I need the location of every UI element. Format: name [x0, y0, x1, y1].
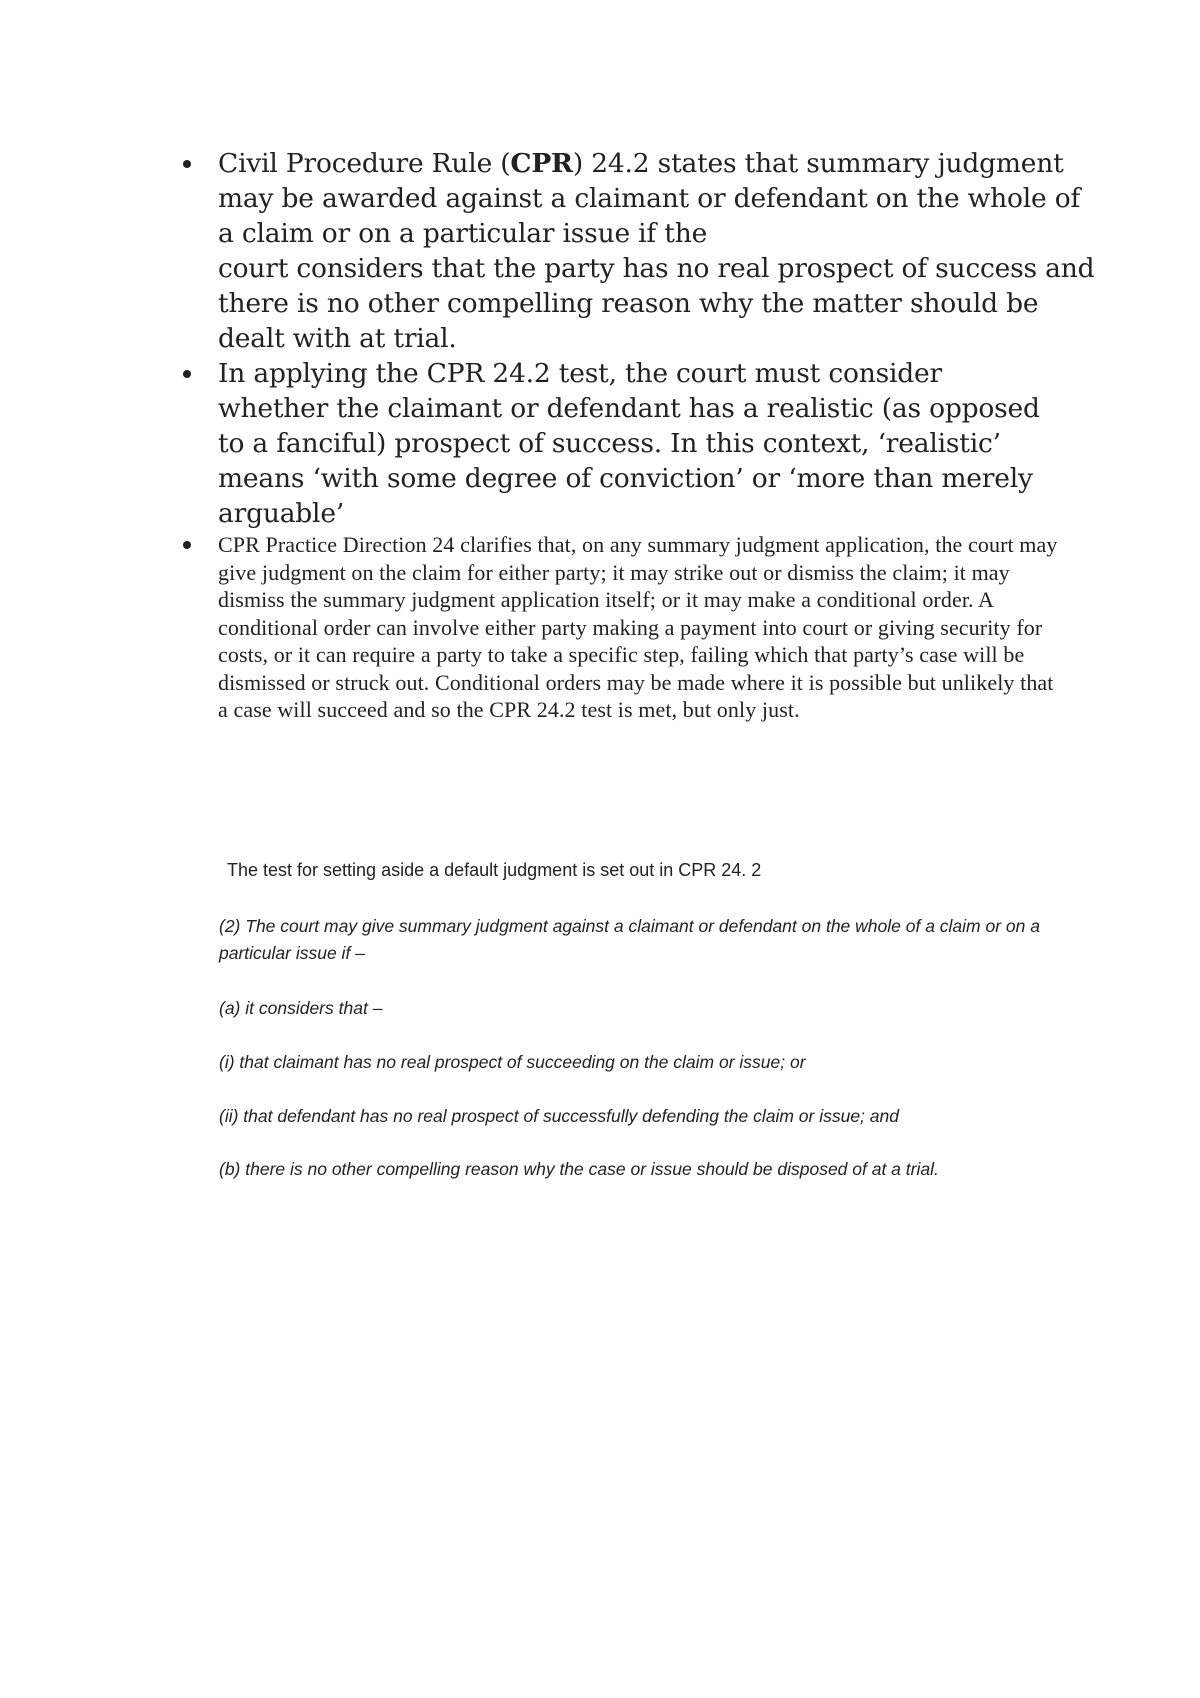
bullet-list [180, 146, 1095, 724]
bullet-item-cpr-24-2 [180, 146, 1098, 356]
bullet-item-realistic-test [180, 356, 1058, 531]
bullet-text-bold: CPR [510, 148, 573, 179]
bullet-dot-icon [183, 160, 191, 168]
rule-heading: The test for setting aside a default judgment is set out in CPR 24. 2 [227, 860, 762, 880]
rule-paragraph-a: (a) it considers that – [219, 998, 383, 1018]
rule-paragraph-b: (b) there is no other compelling reason why the case or issue should be disposed of at a trial. [219, 1159, 939, 1179]
bullet-text-suffix: ) 24.2 states that summary judgment may be awarded against a claimant or defendant on the whole of a claim or on a particular issue if the [218, 148, 1081, 249]
rule-paragraph-ii: (ii) that defendant has no real prospect of successfully defending the claim or issue; and [219, 1106, 899, 1126]
bullet-text-prefix: Civil Procedure Rule ( [218, 148, 511, 179]
bullet-text: In applying the CPR 24.2 test, the court must consider whether the claimant or defendant has a realistic (as opposed to a fanciful) prospect of success. In this context, ‘realistic’ means ‘with some degree of conviction’ or ‘more than merely arguable’ [218, 358, 1040, 529]
bullet-text: CPR Practice Direction 24 clarifies that, on any summary judgment application, the court may give judgment on the claim for either party; it may strike out or dismiss the claim; it may dismiss the summary judgment application itself; or it may make a conditional order. A conditional order can involve either party making a payment into court or giving security for costs, or it can require a party to take a specific step, failing which that party’s case will be dismissed or struck out. Conditional orders may be made where it is possible but unlikely that a case will succeed and so the CPR 24.2 test is met, but only just. [218, 532, 1058, 722]
rule-paragraph-i: (i) that claimant has no real prospect of succeeding on the claim or issue; or [219, 1052, 806, 1072]
bullet-dot-icon [183, 541, 191, 549]
bullet-dot-icon [183, 370, 191, 378]
bullet-text-continuation: court considers that the party has no real prospect of success and there is no other compelling reason why the matter should be dealt with at trial. [218, 253, 1095, 354]
rule-paragraph-2: (2) The court may give summary judgment against a claimant or defendant on the whole of a claim or on a particular issue if – [219, 916, 1040, 963]
bullet-item-practice-direction [180, 531, 1068, 724]
